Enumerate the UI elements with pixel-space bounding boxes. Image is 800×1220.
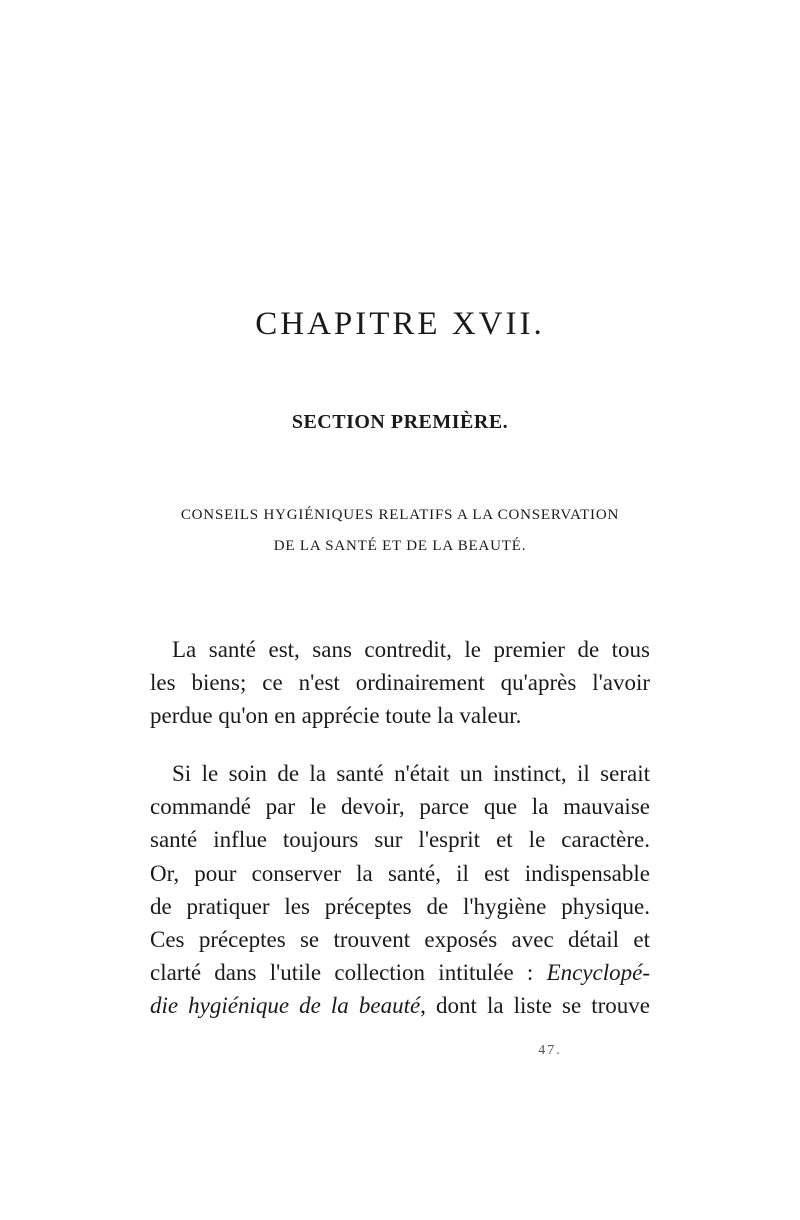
book-title-part-1: Encyclopé- [546,960,650,986]
chapter-title: CHAPITRE XVII. [255,306,545,342]
paragraph-2-line-1: Si le soin de la santé n'était un instinct, il serait [172,761,650,786]
paragraph-2-line-8 [150,989,650,1022]
subtitle-line-1: CONSEILS HYGIÉNIQUES RELATIFS A LA CONSERVATION [180,507,620,523]
paragraph-1-line-3: perdue qu'on en apprécie toute la valeur. [150,703,522,729]
page-number: 47. [538,1043,562,1058]
paragraph-2-line-5: de pratiquer les préceptes de l'hygiène physique. [150,893,650,919]
paragraph-2-line-2: commandé par le devoir, parce que la mauvaise [150,794,650,820]
section-title: SECTION PREMIÈRE. [291,411,509,433]
paragraph-2 [150,757,650,1023]
paragraph-1-line-1: La santé est, sans contredit, le premier de tous [172,637,650,662]
paragraph-2-line-7-text: clarté dans l'utile collection intitulée : [150,960,534,986]
paragraph-2-line-4: Or, pour conserver la santé, il est indispensable [150,860,650,886]
book-title-part-2: die hygiénique de la beauté [150,993,421,1019]
paragraph-2-line-3: santé influe toujours sur l'esprit et le caractère. [150,827,650,853]
paragraph-1-line-2: les biens; ce n'est ordinairement qu'après l'avoir [150,670,650,696]
paragraph-1 [150,633,650,733]
paragraph-2-line-8-text: , dont la liste se trouve [420,993,650,1019]
paragraph-2-line-7 [150,956,650,989]
subtitle-line-2: DE LA SANTÉ ET DE LA BEAUTÉ. [273,538,527,554]
paragraph-2-line-6: Ces préceptes se trouvent exposés avec détail et [150,926,650,952]
